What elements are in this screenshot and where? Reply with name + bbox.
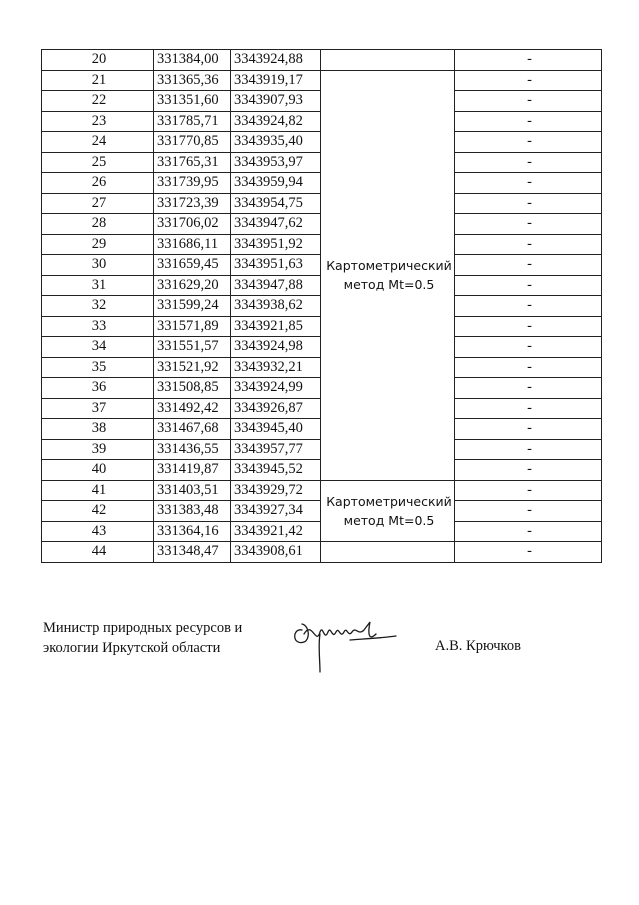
accuracy-cell: - xyxy=(455,542,602,563)
coordinates-table xyxy=(41,49,602,563)
accuracy-cell: - xyxy=(455,255,602,276)
accuracy-cell: - xyxy=(455,111,602,132)
coord-y: 3343926,87 xyxy=(231,398,321,419)
point-number: 41 xyxy=(42,480,154,501)
coord-x: 331467,68 xyxy=(154,419,231,440)
point-number: 42 xyxy=(42,501,154,522)
coord-y: 3343921,42 xyxy=(231,521,321,542)
coord-x: 331571,89 xyxy=(154,316,231,337)
point-number: 44 xyxy=(42,542,154,563)
accuracy-cell: - xyxy=(455,439,602,460)
coord-y: 3343927,34 xyxy=(231,501,321,522)
point-number: 31 xyxy=(42,275,154,296)
coord-x: 331739,95 xyxy=(154,173,231,194)
accuracy-cell: - xyxy=(455,70,602,91)
coord-y: 3343945,52 xyxy=(231,460,321,481)
accuracy-cell: - xyxy=(455,91,602,112)
signatory-title xyxy=(43,618,242,658)
accuracy-cell: - xyxy=(455,275,602,296)
point-number: 33 xyxy=(42,316,154,337)
coord-y: 3343908,61 xyxy=(231,542,321,563)
accuracy-cell: - xyxy=(455,214,602,235)
coord-x: 331365,36 xyxy=(154,70,231,91)
coord-y: 3343932,21 xyxy=(231,357,321,378)
coord-x: 331659,45 xyxy=(154,255,231,276)
coord-x: 331351,60 xyxy=(154,91,231,112)
point-number: 37 xyxy=(42,398,154,419)
accuracy-cell: - xyxy=(455,398,602,419)
point-number: 24 xyxy=(42,132,154,153)
coord-y: 3343947,62 xyxy=(231,214,321,235)
coord-x: 331723,39 xyxy=(154,193,231,214)
point-number: 32 xyxy=(42,296,154,317)
table-row xyxy=(42,542,602,563)
accuracy-cell: - xyxy=(455,234,602,255)
point-number: 23 xyxy=(42,111,154,132)
point-number: 43 xyxy=(42,521,154,542)
accuracy-cell: - xyxy=(455,296,602,317)
coord-x: 331508,85 xyxy=(154,378,231,399)
point-number: 39 xyxy=(42,439,154,460)
coord-x: 331364,16 xyxy=(154,521,231,542)
coord-y: 3343951,63 xyxy=(231,255,321,276)
coord-x: 331599,24 xyxy=(154,296,231,317)
table-row xyxy=(42,50,602,71)
point-number: 21 xyxy=(42,70,154,91)
coord-y: 3343945,40 xyxy=(231,419,321,440)
coord-x: 331706,02 xyxy=(154,214,231,235)
point-number: 35 xyxy=(42,357,154,378)
coord-x: 331403,51 xyxy=(154,480,231,501)
accuracy-cell: - xyxy=(455,480,602,501)
coordinates-table-body xyxy=(42,50,602,563)
method-line-2: метод Mt=0.5 xyxy=(343,277,435,292)
table-row xyxy=(42,480,602,501)
coord-x: 331770,85 xyxy=(154,132,231,153)
coord-y: 3343951,92 xyxy=(231,234,321,255)
coord-y: 3343924,98 xyxy=(231,337,321,358)
point-number: 28 xyxy=(42,214,154,235)
accuracy-cell: - xyxy=(455,173,602,194)
point-number: 22 xyxy=(42,91,154,112)
coord-y: 3343947,88 xyxy=(231,275,321,296)
coord-x: 331384,00 xyxy=(154,50,231,71)
accuracy-cell: - xyxy=(455,337,602,358)
coord-x: 331765,31 xyxy=(154,152,231,173)
coord-y: 3343924,99 xyxy=(231,378,321,399)
accuracy-cell: - xyxy=(455,50,602,71)
method-line-1: Картометрический xyxy=(326,258,452,273)
accuracy-cell: - xyxy=(455,316,602,337)
accuracy-cell: - xyxy=(455,357,602,378)
accuracy-cell: - xyxy=(455,419,602,440)
coord-x: 331629,20 xyxy=(154,275,231,296)
point-number: 27 xyxy=(42,193,154,214)
method-cell xyxy=(321,70,455,480)
accuracy-cell: - xyxy=(455,460,602,481)
accuracy-cell: - xyxy=(455,152,602,173)
coord-x: 331551,57 xyxy=(154,337,231,358)
signatory-name: А.В. Крючков xyxy=(435,638,521,654)
signatory-title-line-1: Министр природных ресурсов и xyxy=(43,620,243,636)
handwritten-signature xyxy=(290,612,400,674)
accuracy-cell: - xyxy=(455,193,602,214)
coord-y: 3343957,77 xyxy=(231,439,321,460)
point-number: 34 xyxy=(42,337,154,358)
coord-y: 3343919,17 xyxy=(231,70,321,91)
coord-x: 331521,92 xyxy=(154,357,231,378)
method-line-2: метод Mt=0.5 xyxy=(343,512,435,528)
point-number: 29 xyxy=(42,234,154,255)
table-row xyxy=(42,70,602,91)
coord-x: 331492,42 xyxy=(154,398,231,419)
coord-x: 331785,71 xyxy=(154,111,231,132)
coord-y: 3343921,85 xyxy=(231,316,321,337)
point-number: 38 xyxy=(42,419,154,440)
coord-x: 331383,48 xyxy=(154,501,231,522)
coord-x: 331686,11 xyxy=(154,234,231,255)
accuracy-cell: - xyxy=(455,132,602,153)
coord-y: 3343907,93 xyxy=(231,91,321,112)
coord-y: 3343924,88 xyxy=(231,50,321,71)
point-number: 40 xyxy=(42,460,154,481)
coord-y: 3343935,40 xyxy=(231,132,321,153)
point-number: 30 xyxy=(42,255,154,276)
coord-y: 3343953,97 xyxy=(231,152,321,173)
method-cell xyxy=(321,480,455,542)
coord-y: 3343954,75 xyxy=(231,193,321,214)
accuracy-cell: - xyxy=(455,521,602,542)
method-cell xyxy=(321,50,455,71)
coord-y: 3343924,82 xyxy=(231,111,321,132)
coord-x: 331436,55 xyxy=(154,439,231,460)
signatory-title-line-2: экологии Иркутской области xyxy=(43,640,221,656)
point-number: 20 xyxy=(42,50,154,71)
coord-x: 331419,87 xyxy=(154,460,231,481)
coord-y: 3343938,62 xyxy=(231,296,321,317)
accuracy-cell: - xyxy=(455,501,602,522)
coord-y: 3343959,94 xyxy=(231,173,321,194)
point-number: 25 xyxy=(42,152,154,173)
method-cell xyxy=(321,542,455,563)
point-number: 26 xyxy=(42,173,154,194)
accuracy-cell: - xyxy=(455,378,602,399)
coord-x: 331348,47 xyxy=(154,542,231,563)
point-number: 36 xyxy=(42,378,154,399)
method-line-1: Картометрический xyxy=(326,493,452,509)
coord-y: 3343929,72 xyxy=(231,480,321,501)
